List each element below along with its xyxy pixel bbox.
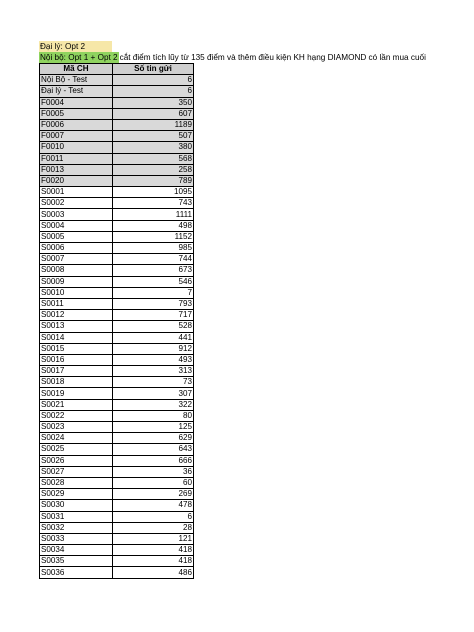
- store-code-cell[interactable]: F0007: [40, 131, 113, 142]
- table-row: [40, 422, 194, 433]
- column-header-message-count[interactable]: Số tin gửi: [113, 64, 194, 75]
- table-row: [40, 265, 194, 276]
- message-count-cell[interactable]: 673: [113, 265, 194, 276]
- message-count-cell[interactable]: 744: [113, 254, 194, 265]
- message-count-cell[interactable]: 6: [113, 511, 194, 522]
- table-row: [40, 533, 194, 544]
- store-code-cell[interactable]: S0019: [40, 388, 113, 399]
- store-code-cell[interactable]: F0005: [40, 108, 113, 119]
- table-row: [40, 198, 194, 209]
- table-row: [40, 175, 194, 186]
- message-count-cell[interactable]: 498: [113, 220, 194, 231]
- message-count-cell[interactable]: 73: [113, 377, 194, 388]
- store-code-cell[interactable]: F0013: [40, 164, 113, 175]
- store-code-cell[interactable]: F0006: [40, 119, 113, 130]
- message-count-cell[interactable]: 322: [113, 399, 194, 410]
- message-count-cell[interactable]: 486: [113, 567, 194, 578]
- table-header-row: [40, 64, 194, 75]
- message-count-cell[interactable]: 80: [113, 410, 194, 421]
- internal-option-highlight: Nội bộ: Opt 1 + Opt 2: [40, 53, 118, 62]
- store-code-cell[interactable]: S0032: [40, 522, 113, 533]
- store-code-cell[interactable]: S0023: [40, 422, 113, 433]
- table-row: [40, 231, 194, 242]
- message-count-cell[interactable]: 6: [113, 75, 194, 86]
- store-code-cell[interactable]: S0028: [40, 477, 113, 488]
- store-code-cell[interactable]: S0005: [40, 231, 113, 242]
- internal-option-description: cắt điểm tích lũy từ 135 điểm và thêm điều kiện KH hạng DIAMOND có lần mua cuối: [119, 53, 426, 62]
- store-code-cell[interactable]: Nội Bộ - Test: [40, 75, 113, 86]
- message-count-cell[interactable]: 912: [113, 343, 194, 354]
- store-code-cell[interactable]: S0010: [40, 287, 113, 298]
- message-count-cell[interactable]: 607: [113, 108, 194, 119]
- table-row: [40, 75, 194, 86]
- table-row: [40, 97, 194, 108]
- table-row: [40, 119, 194, 130]
- store-code-cell[interactable]: F0004: [40, 97, 113, 108]
- store-code-cell[interactable]: S0022: [40, 410, 113, 421]
- message-count-cell[interactable]: 985: [113, 243, 194, 254]
- message-count-cell[interactable]: 507: [113, 131, 194, 142]
- table-row: [40, 455, 194, 466]
- table-row: [40, 567, 194, 578]
- table-row: [40, 388, 194, 399]
- table-row: [40, 466, 194, 477]
- table-body: [40, 75, 194, 578]
- store-code-cell[interactable]: S0018: [40, 377, 113, 388]
- message-count-cell[interactable]: 717: [113, 310, 194, 321]
- store-code-cell[interactable]: S0013: [40, 321, 113, 332]
- store-code-cell[interactable]: S0006: [40, 243, 113, 254]
- table-row: [40, 511, 194, 522]
- store-code-cell[interactable]: S0014: [40, 332, 113, 343]
- message-count-cell[interactable]: 1095: [113, 187, 194, 198]
- table-row: [40, 332, 194, 343]
- store-code-cell[interactable]: Đại lý - Test: [40, 86, 113, 97]
- message-count-cell[interactable]: 418: [113, 556, 194, 567]
- message-count-cell[interactable]: 629: [113, 433, 194, 444]
- message-count-cell[interactable]: 418: [113, 545, 194, 556]
- table-row: [40, 399, 194, 410]
- spreadsheet-sheet: [39, 41, 474, 579]
- message-count-cell[interactable]: 643: [113, 444, 194, 455]
- agency-option-text: Đại lý: Opt 2: [40, 42, 86, 51]
- table-row: [40, 500, 194, 511]
- store-code-cell[interactable]: S0015: [40, 343, 113, 354]
- table-row: [40, 153, 194, 164]
- message-count-cell[interactable]: 789: [113, 175, 194, 186]
- store-code-cell[interactable]: S0026: [40, 455, 113, 466]
- table-row: [40, 444, 194, 455]
- message-count-cell[interactable]: 1189: [113, 119, 194, 130]
- message-count-cell[interactable]: 36: [113, 466, 194, 477]
- store-code-cell[interactable]: S0003: [40, 209, 113, 220]
- agency-option-banner: [39, 41, 112, 52]
- store-code-cell[interactable]: S0034: [40, 545, 113, 556]
- store-code-cell[interactable]: S0002: [40, 198, 113, 209]
- store-code-cell[interactable]: S0035: [40, 556, 113, 567]
- message-count-cell[interactable]: 546: [113, 276, 194, 287]
- table-row: [40, 131, 194, 142]
- table-row: [40, 410, 194, 421]
- message-count-cell[interactable]: 568: [113, 153, 194, 164]
- message-count-cell[interactable]: 666: [113, 455, 194, 466]
- message-count-cell[interactable]: 1152: [113, 231, 194, 242]
- table-row: [40, 187, 194, 198]
- message-count-cell[interactable]: 743: [113, 198, 194, 209]
- table-row: [40, 209, 194, 220]
- message-count-cell[interactable]: 7: [113, 287, 194, 298]
- store-code-cell[interactable]: F0010: [40, 142, 113, 153]
- message-count-cell[interactable]: 1111: [113, 209, 194, 220]
- table-row: [40, 366, 194, 377]
- message-count-cell[interactable]: 125: [113, 422, 194, 433]
- table-row: [40, 86, 194, 97]
- message-count-cell[interactable]: 478: [113, 500, 194, 511]
- store-code-cell[interactable]: S0017: [40, 366, 113, 377]
- table-row: [40, 354, 194, 365]
- message-count-cell[interactable]: 269: [113, 489, 194, 500]
- message-count-cell[interactable]: 441: [113, 332, 194, 343]
- message-count-cell[interactable]: 121: [113, 533, 194, 544]
- message-count-cell[interactable]: 313: [113, 366, 194, 377]
- message-count-cell[interactable]: 28: [113, 522, 194, 533]
- table-row: [40, 108, 194, 119]
- table-row: [40, 556, 194, 567]
- table-row: [40, 321, 194, 332]
- message-count-cell[interactable]: 6: [113, 86, 194, 97]
- message-count-cell[interactable]: 350: [113, 97, 194, 108]
- message-count-cell[interactable]: 380: [113, 142, 194, 153]
- table-row: [40, 377, 194, 388]
- store-code-cell[interactable]: S0031: [40, 511, 113, 522]
- store-code-cell[interactable]: S0033: [40, 533, 113, 544]
- table-row: [40, 298, 194, 309]
- table-row: [40, 220, 194, 231]
- store-code-cell[interactable]: S0021: [40, 399, 113, 410]
- store-code-cell[interactable]: S0007: [40, 254, 113, 265]
- message-count-cell[interactable]: 307: [113, 388, 194, 399]
- store-code-cell[interactable]: S0029: [40, 489, 113, 500]
- internal-option-banner: [39, 52, 474, 63]
- store-code-cell[interactable]: S0024: [40, 433, 113, 444]
- store-code-cell[interactable]: F0020: [40, 175, 113, 186]
- message-count-table: [39, 63, 194, 579]
- store-code-cell[interactable]: S0011: [40, 298, 113, 309]
- table-row: [40, 310, 194, 321]
- store-code-cell[interactable]: S0001: [40, 187, 113, 198]
- table-row: [40, 489, 194, 500]
- table-row: [40, 243, 194, 254]
- store-code-cell[interactable]: S0030: [40, 500, 113, 511]
- message-count-cell[interactable]: 258: [113, 164, 194, 175]
- table-row: [40, 477, 194, 488]
- table-row: [40, 276, 194, 287]
- table-row: [40, 164, 194, 175]
- table-row: [40, 142, 194, 153]
- store-code-cell[interactable]: S0025: [40, 444, 113, 455]
- column-header-store-code[interactable]: Mã CH: [40, 64, 113, 75]
- message-count-cell[interactable]: 793: [113, 298, 194, 309]
- store-code-cell[interactable]: S0008: [40, 265, 113, 276]
- table-row: [40, 545, 194, 556]
- store-code-cell[interactable]: S0004: [40, 220, 113, 231]
- table-row: [40, 522, 194, 533]
- message-count-cell[interactable]: 60: [113, 477, 194, 488]
- store-code-cell[interactable]: F0011: [40, 153, 113, 164]
- table-row: [40, 254, 194, 265]
- store-code-cell[interactable]: S0027: [40, 466, 113, 477]
- store-code-cell[interactable]: S0016: [40, 354, 113, 365]
- store-code-cell[interactable]: S0012: [40, 310, 113, 321]
- table-row: [40, 433, 194, 444]
- table-row: [40, 343, 194, 354]
- message-count-cell[interactable]: 528: [113, 321, 194, 332]
- store-code-cell[interactable]: S0036: [40, 567, 113, 578]
- table-row: [40, 287, 194, 298]
- message-count-cell[interactable]: 493: [113, 354, 194, 365]
- store-code-cell[interactable]: S0009: [40, 276, 113, 287]
